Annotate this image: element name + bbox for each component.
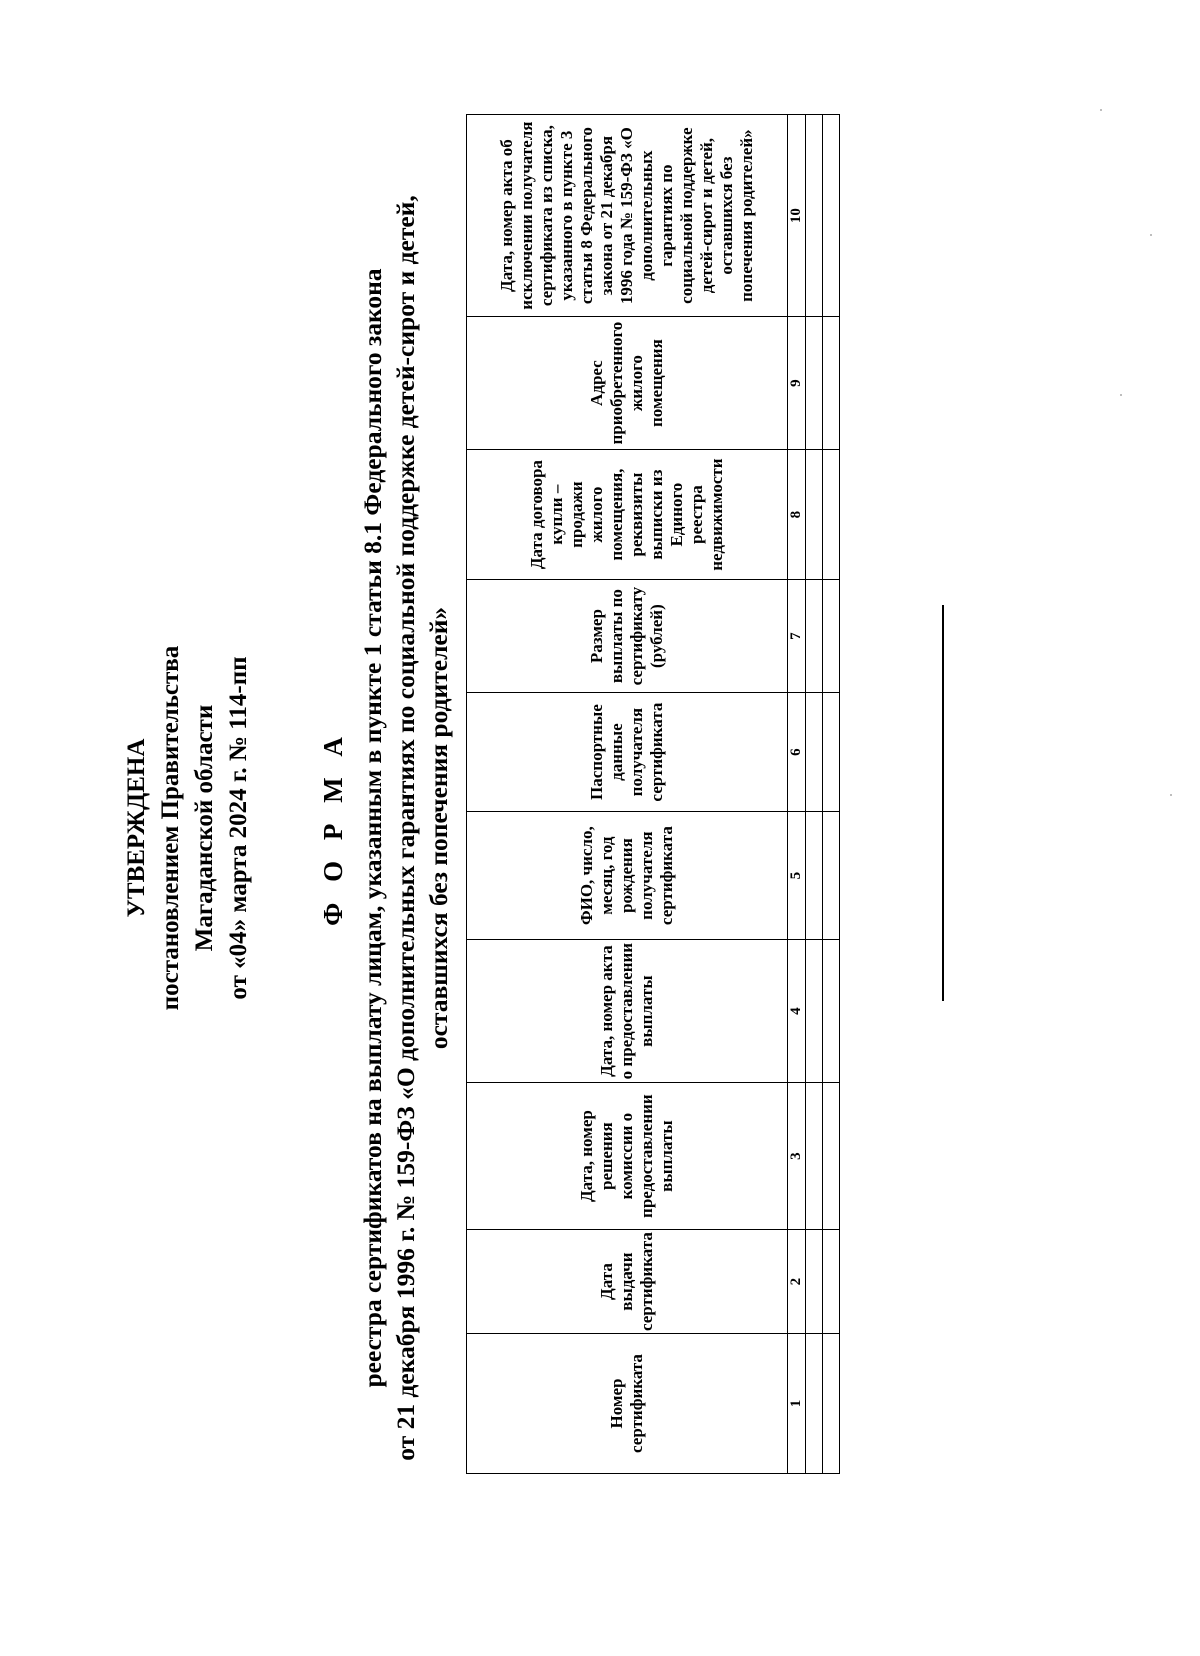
table-cell <box>806 1334 823 1474</box>
approval-line-1: постановлением Правительства <box>157 645 184 1011</box>
table-cell <box>806 1230 823 1334</box>
registry-table-wrapper <box>466 114 840 1474</box>
table-cell <box>806 115 823 317</box>
table-cell <box>806 693 823 812</box>
table-row <box>823 115 840 1474</box>
form-subtitle <box>356 130 455 1526</box>
column-number: 3 <box>788 1083 806 1230</box>
table-cell <box>806 450 823 580</box>
column-number-row <box>788 115 806 1474</box>
form-subtitle-line-1: реестра сертификатов на выплату лицам, указанным в пункте 1 статьи 8.1 Федерального закона <box>358 268 387 1388</box>
column-number: 8 <box>788 450 806 580</box>
table-cell <box>823 1083 840 1230</box>
column-header: Адрес приобретенного жилого помещения <box>467 317 788 450</box>
approval-heading: УТВЕРЖДЕНА <box>123 738 150 918</box>
table-cell <box>823 812 840 940</box>
column-header: Паспортные данные получателя сертификата <box>467 693 788 812</box>
table-cell <box>823 317 840 450</box>
registry-table <box>466 114 840 1474</box>
form-subtitle-line-2: от 21 декабря 1996 г. № 159-ФЗ «О дополнительных гарантиях по социальной поддержке детей-сирот и детей, <box>391 195 420 1461</box>
table-row <box>806 115 823 1474</box>
table-cell <box>806 812 823 940</box>
table-cell <box>823 693 840 812</box>
column-header: ФИО, число, месяц, год рождения получателя сертификата <box>467 812 788 940</box>
column-number: 6 <box>788 693 806 812</box>
column-header: Дата выдачи сертификата <box>467 1230 788 1334</box>
column-number: 2 <box>788 1230 806 1334</box>
column-header: Дата, номер акта об исключении получателя сертификата из списка, указанного в пункте 3 статьи 8 Федерального закона от 21 декабря 1996 года № 159-ФЗ «О дополнительных гарантиях по социальной поддержке детей-сирот и детей, оставшихся без попечения родителей» <box>467 115 788 317</box>
scan-speck <box>1170 794 1172 796</box>
form-title: Ф О Р М А <box>318 730 348 926</box>
table-cell <box>806 580 823 693</box>
table-cell <box>823 1334 840 1474</box>
column-number: 7 <box>788 580 806 693</box>
table-cell <box>823 940 840 1083</box>
column-header: Дата, номер акта о предоставлении выплаты <box>467 940 788 1083</box>
approval-stamp <box>120 0 256 1656</box>
scan-speck <box>1120 394 1122 396</box>
form-subtitle-line-3: оставшихся без попечения родителей» <box>424 606 453 1050</box>
column-number: 10 <box>788 115 806 317</box>
scan-speck <box>1150 234 1152 236</box>
scan-speck <box>1100 109 1102 111</box>
column-header: Дата, номер решения комиссии о предоставлении выплаты <box>467 1083 788 1230</box>
column-header: Дата договора купли – продажи жилого помещения, реквизиты выписки из Единого реестра недвижимости <box>467 450 788 580</box>
closing-line <box>942 605 944 1001</box>
approval-line-3: от «04» марта 2024 г. № 114-пп <box>225 656 252 1000</box>
table-cell <box>806 940 823 1083</box>
table-cell <box>823 1230 840 1334</box>
column-number: 9 <box>788 317 806 450</box>
table-cell <box>823 580 840 693</box>
table-cell <box>823 115 840 317</box>
table-cell <box>823 450 840 580</box>
column-header: Номер сертификата <box>467 1334 788 1474</box>
column-number: 4 <box>788 940 806 1083</box>
column-number: 5 <box>788 812 806 940</box>
column-header: Размер выплаты по сертификату (рублей) <box>467 580 788 693</box>
table-header-row <box>467 115 788 1474</box>
table-cell <box>806 317 823 450</box>
column-number: 1 <box>788 1334 806 1474</box>
approval-line-2: Магаданской области <box>191 704 218 952</box>
table-cell <box>806 1083 823 1230</box>
